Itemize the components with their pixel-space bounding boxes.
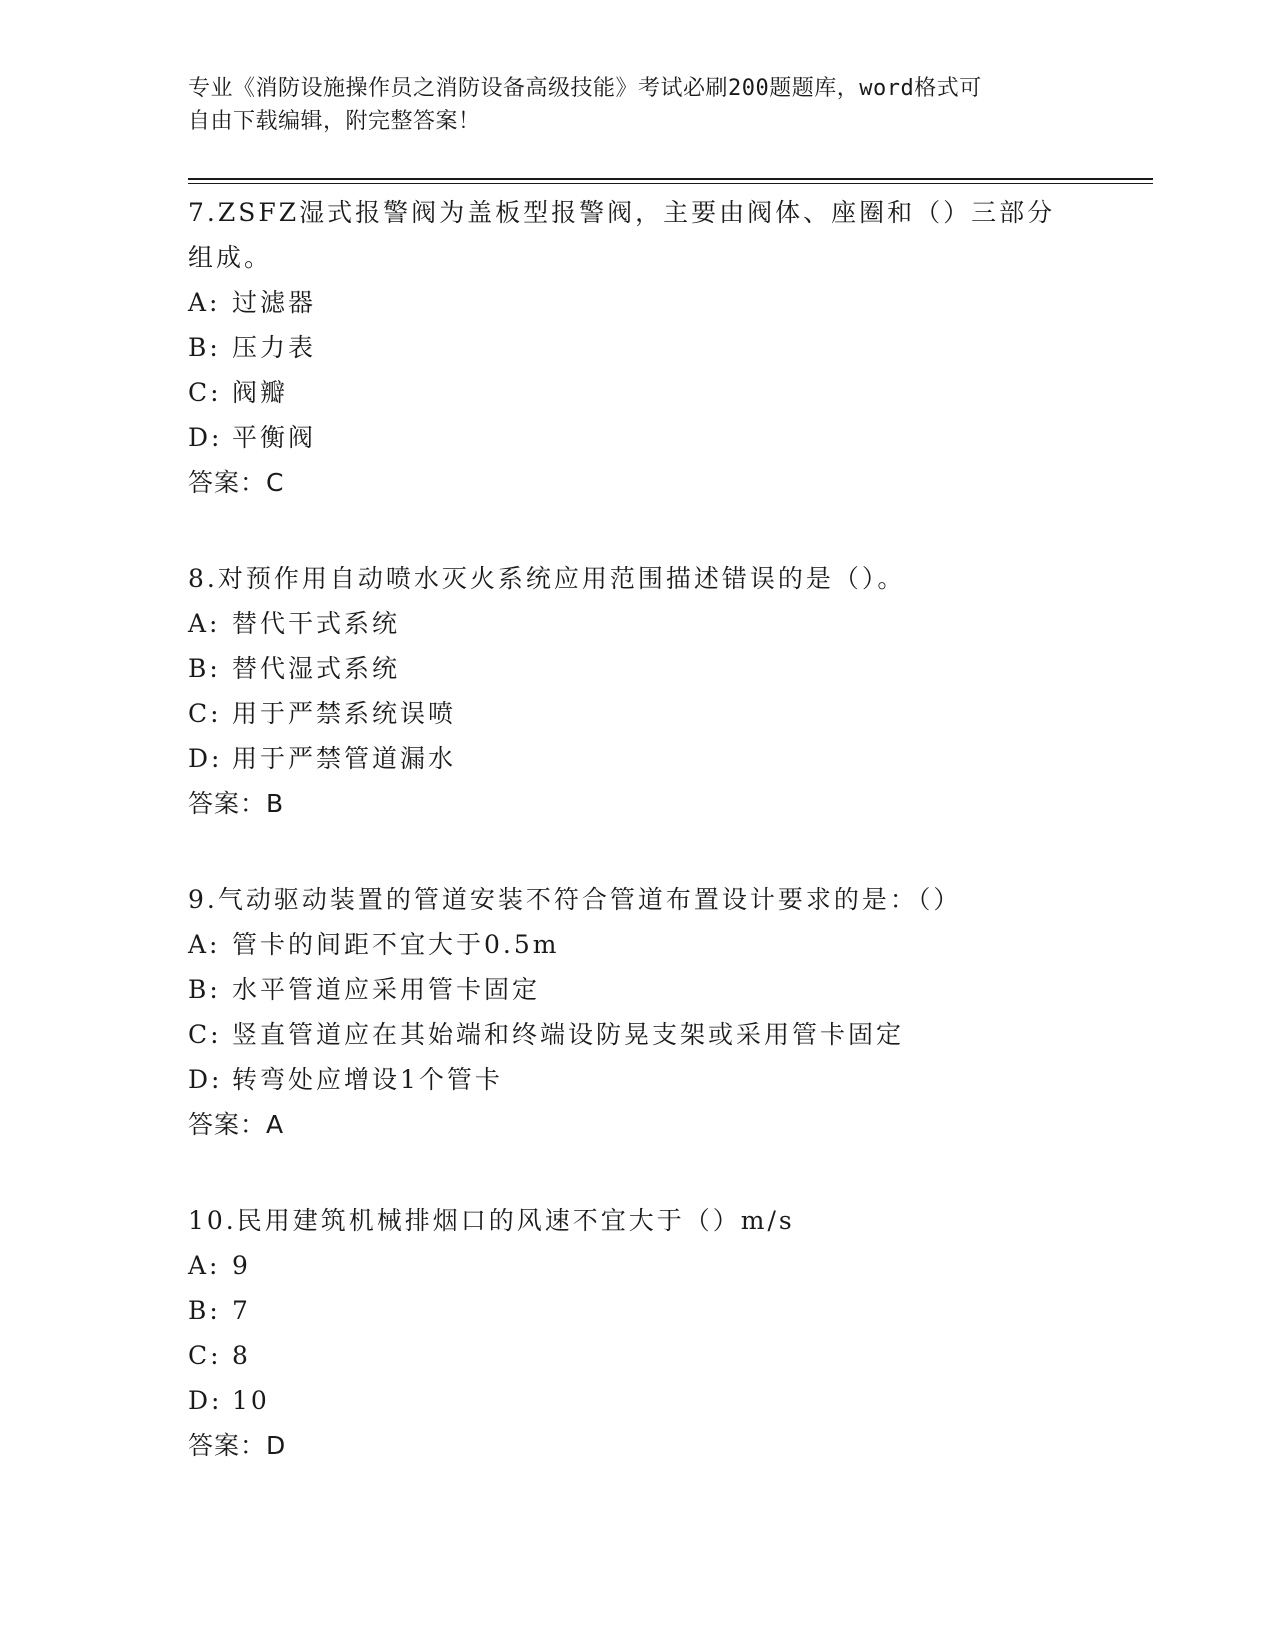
option-text: 过滤器 <box>232 288 317 317</box>
option-b <box>188 1288 1068 1333</box>
option-key: D: <box>188 1065 223 1094</box>
answer-value: C <box>266 468 285 497</box>
option-c <box>188 691 1068 736</box>
answer <box>188 1102 1068 1147</box>
option-text: 平衡阀 <box>232 423 317 452</box>
answer <box>188 1423 1068 1468</box>
option-text: 10 <box>232 1386 270 1415</box>
option-text: 竖直管道应在其始端和终端设防晃支架或采用管卡固定 <box>232 1020 905 1049</box>
option-text: 水平管道应采用管卡固定 <box>232 975 541 1004</box>
option-a <box>188 922 1068 967</box>
answer-label: 答案： <box>188 789 267 818</box>
option-text: 7 <box>232 1296 251 1325</box>
answer <box>188 781 1068 826</box>
header-divider-thick <box>188 178 1153 180</box>
option-d <box>188 415 1068 460</box>
option-text: 用于严禁系统误喷 <box>232 699 457 728</box>
option-key: A: <box>188 609 221 638</box>
option-key: D: <box>188 1386 223 1415</box>
answer-value: A <box>266 1110 285 1139</box>
question-list <box>188 190 1068 1519</box>
question-8 <box>188 556 1068 826</box>
option-text: 阀瓣 <box>232 378 289 407</box>
option-key: D: <box>188 744 223 773</box>
option-text: 转弯处应增设1个管卡 <box>232 1065 503 1094</box>
option-c <box>188 1333 1068 1378</box>
question-text: 8.对预作用自动喷水灭火系统应用范围描述错误的是（）。 <box>188 564 906 593</box>
option-text: 9 <box>232 1251 251 1280</box>
option-text: 替代干式系统 <box>232 609 401 638</box>
option-a <box>188 601 1068 646</box>
option-d <box>188 1378 1068 1423</box>
option-d <box>188 1057 1068 1102</box>
question-text: 10.民用建筑机械排烟口的风速不宜大于（）m/s <box>188 1206 795 1235</box>
option-key: B: <box>188 654 221 683</box>
option-b <box>188 646 1068 691</box>
option-key: B: <box>188 333 221 362</box>
header-line-1: 专业《消防设施操作员之消防设备高级技能》考试必刷200题题库，word格式可 <box>188 76 982 101</box>
option-key: B: <box>188 975 221 1004</box>
option-a <box>188 280 1068 325</box>
option-b <box>188 967 1068 1012</box>
option-d <box>188 736 1068 781</box>
option-text: 用于严禁管道漏水 <box>232 744 457 773</box>
header-divider-thin <box>188 183 1153 184</box>
answer-value: D <box>266 1431 287 1460</box>
option-text: 8 <box>232 1341 251 1370</box>
header-line-2: 自由下载编辑，附完整答案！ <box>188 109 481 134</box>
option-c <box>188 1012 1068 1057</box>
option-text: 压力表 <box>232 333 317 362</box>
question-9 <box>188 877 1068 1147</box>
question-text: 7.ZSFZ湿式报警阀为盖板型报警阀，主要由阀体、座圈和（）三部分组成。 <box>188 198 1056 272</box>
question-10 <box>188 1198 1068 1468</box>
option-text: 管卡的间距不宜大于0.5m <box>232 930 560 959</box>
option-key: A: <box>188 930 221 959</box>
option-key: D: <box>188 423 223 452</box>
answer-value: B <box>266 789 285 818</box>
option-key: B: <box>188 1296 221 1325</box>
option-b <box>188 325 1068 370</box>
answer <box>188 460 1068 505</box>
option-text: 替代湿式系统 <box>232 654 401 683</box>
option-key: C: <box>188 378 222 407</box>
document-header <box>188 72 1068 138</box>
option-key: C: <box>188 1341 222 1370</box>
option-c <box>188 370 1068 415</box>
answer-label: 答案： <box>188 468 267 497</box>
option-key: A: <box>188 288 221 317</box>
question-text: 9.气动驱动装置的管道安装不符合管道布置设计要求的是：（） <box>188 885 962 914</box>
option-key: C: <box>188 1020 222 1049</box>
option-key: C: <box>188 699 222 728</box>
option-key: A: <box>188 1251 221 1280</box>
answer-label: 答案： <box>188 1431 267 1460</box>
question-7 <box>188 190 1068 505</box>
option-a <box>188 1243 1068 1288</box>
answer-label: 答案： <box>188 1110 267 1139</box>
